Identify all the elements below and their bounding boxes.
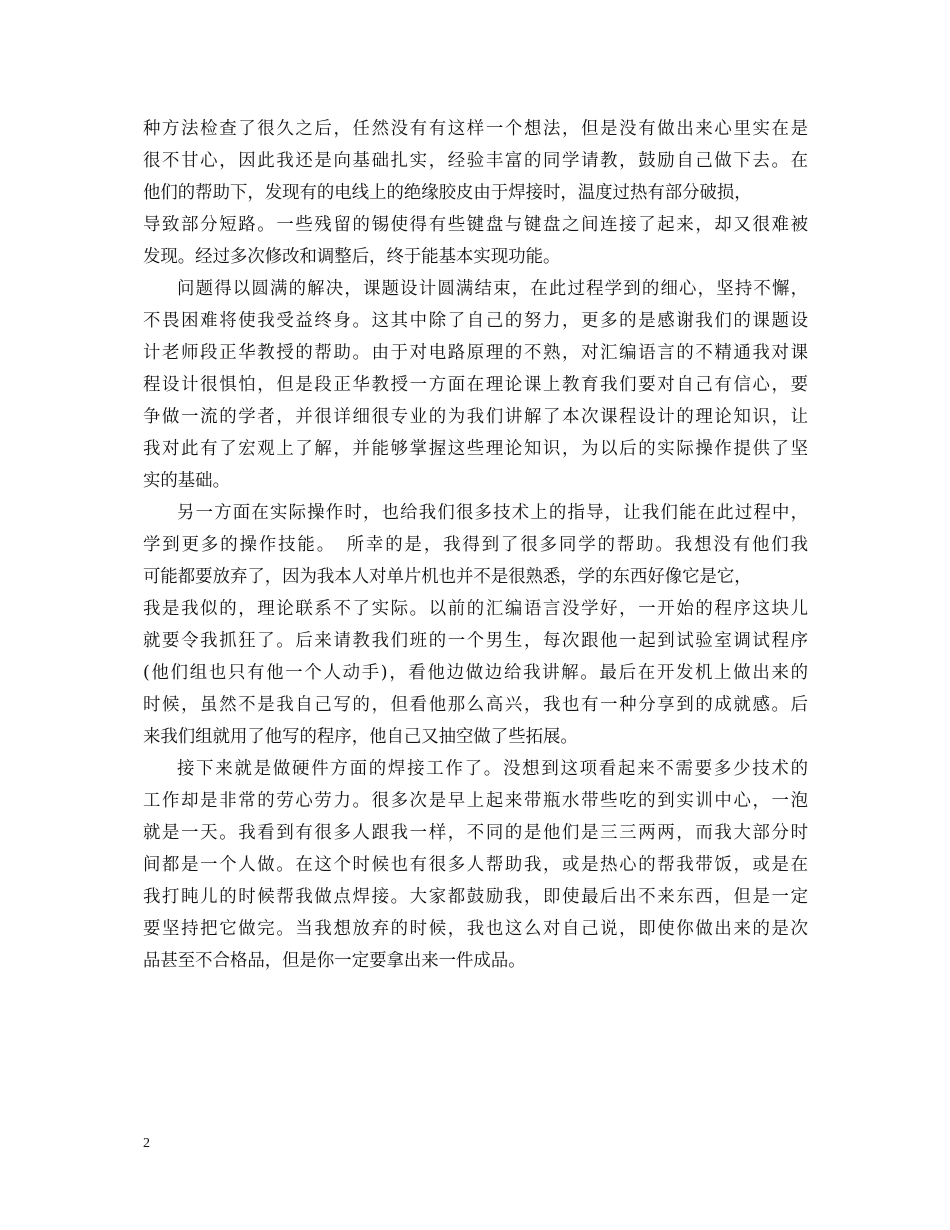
text-line: 计老师段正华教授的帮助。由于对电路原理的不熟，对汇编语言的不精通我对课: [143, 343, 808, 363]
text-line: 很不甘心，因此我还是向基础扎实，经验丰富的同学请教，鼓励自己做下去。在: [143, 151, 808, 171]
text-line: 争做一流的学者，并很详细很专业的为我们讲解了本次课程设计的理论知识，让: [143, 407, 808, 427]
text-line: 不畏困难将使我受益终身。这其中除了自己的努力，更多的是感谢我们的课题设: [143, 311, 808, 331]
text-line: 间都是一个人做。在这个时候也有很多人帮助我，或是热心的帮我带饭，或是在: [143, 855, 808, 875]
text-line: 工作却是非常的劳心劳力。很多次是早上起来带瓶水带些吃的到实训中心，一泡: [143, 791, 808, 811]
text-line: 可能都要放弃了，因为我本人对单片机也并不是很熟悉，学的东西好像它是它，: [143, 567, 752, 587]
text-line: 导致部分短路。一些残留的锡使得有些键盘与键盘之间连接了起来，却又很难被: [143, 215, 808, 235]
text-line: 发现。经过多次修改和调整后，终于能基本实现功能。: [143, 247, 561, 267]
text-line: 品甚至不合格品，但是你一定要拿出来一件成品。: [143, 951, 526, 971]
text-line: 要坚持把它做完。当我想放弃的时候，我也这么对自己说，即使你做出来的是次: [143, 919, 808, 939]
text-line: 问题得以圆满的解决，课题设计圆满结束，在此过程学到的细心，坚持不懈，: [177, 279, 808, 299]
text-line: 就要令我抓狂了。后来请教我们班的一个男生，每次跟他一起到试验室调试程序: [143, 631, 808, 651]
body-text: [143, 113, 808, 977]
text-line: 接下来就是做硬件方面的焊接工作了。没想到这项看起来不需要多少技术的: [177, 759, 808, 779]
text-line: 他们的帮助下，发现有的电线上的绝缘胶皮由于焊接时，温度过热有部分破损，: [143, 183, 752, 203]
text-line: 另一方面在实际操作时，也给我们很多技术上的指导，让我们能在此过程中，: [177, 503, 808, 523]
text-line: 就是一天。我看到有很多人跟我一样，不同的是他们是三三两两，而我大部分时: [143, 823, 808, 843]
text-line: 来我们组就用了他写的程序，他自己又抽空做了些拓展。: [143, 727, 578, 747]
text-line: 时候，虽然不是我自己写的，但看他那么高兴，我也有一种分享到的成就感。后: [143, 695, 808, 715]
text-line: 我打盹儿的时候帮我做点焊接。大家都鼓励我，即使最后出不来东西，但是一定: [143, 887, 808, 907]
text-line: (他们组也只有他一个人动手)，看他边做边给我讲解。最后在开发机上做出来的: [143, 663, 808, 683]
text-line: 我对此有了宏观上了解，并能够掌握这些理论知识，为以后的实际操作提供了坚: [143, 439, 808, 459]
text-line: 学到更多的操作技能。 所幸的是，我得到了很多同学的帮助。我想没有他们我: [143, 535, 808, 555]
page-number: 2: [143, 1136, 150, 1151]
text-line: 我是我似的，理论联系不了实际。以前的汇编语言没学好，一开始的程序这块儿: [143, 599, 808, 619]
text-line: 实的基础。: [143, 471, 230, 491]
text-line: 种方法检查了很久之后，任然没有有这样一个想法，但是没有做出来心里实在是: [143, 119, 808, 139]
text-line: 程设计很惧怕，但是段正华教授一方面在理论课上教育我们要对自己有信心，要: [143, 375, 808, 395]
